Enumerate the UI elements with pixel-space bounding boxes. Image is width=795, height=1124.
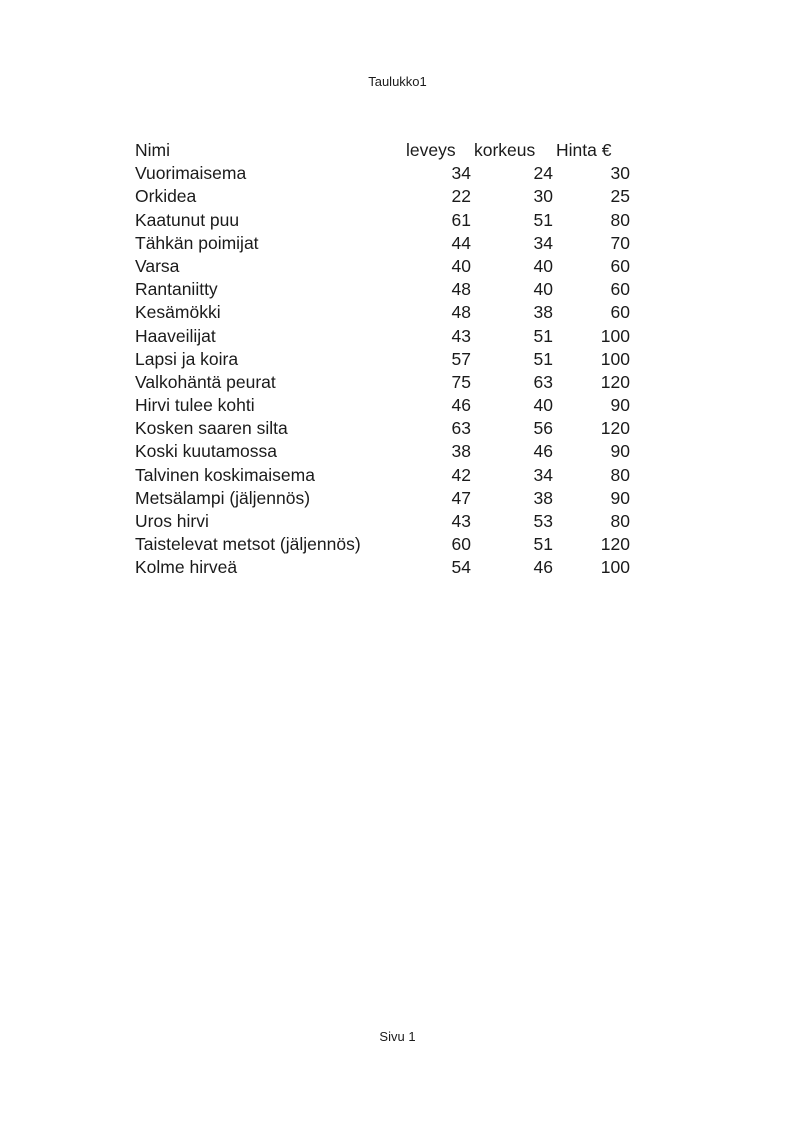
hinta-cell: 80 [610,209,630,230]
korkeus-cell: 46 [533,441,553,462]
korkeus-cell: 30 [533,186,553,207]
price-table [135,139,630,580]
name-cell: Uros hirvi [135,511,209,531]
korkeus-cell: 51 [533,348,553,369]
name-cell: Lapsi ja koira [135,348,239,369]
name-cell: Kesämökki [135,302,221,323]
table-row [135,209,630,232]
name-cell: Kaatunut puu [135,209,240,230]
leveys-cell: 47 [451,487,471,508]
column-header-nimi: Nimi [135,140,170,160]
korkeus-cell: 51 [533,325,553,346]
leveys-cell: 43 [451,325,471,346]
korkeus-cell: 40 [533,395,553,416]
korkeus-cell: 51 [533,209,553,230]
column-header-hinta: Hinta € [556,140,612,160]
leveys-cell: 38 [451,441,471,462]
table-row [135,371,630,394]
table-row [135,440,630,463]
table-row [135,487,630,510]
hinta-cell: 120 [600,534,630,555]
name-cell: Varsa [135,255,180,276]
korkeus-cell: 63 [533,371,553,392]
name-cell: Metsälampi (jäljennös) [135,487,311,508]
hinta-cell: 30 [610,163,630,184]
leveys-cell: 57 [451,348,471,369]
leveys-cell: 22 [451,186,471,207]
leveys-cell: 40 [451,255,471,276]
leveys-cell: 61 [451,209,471,230]
leveys-cell: 48 [451,279,471,300]
name-cell: Taistelevat metsot (jäljennös) [135,534,361,555]
korkeus-cell: 40 [533,279,553,300]
korkeus-cell: 24 [533,163,553,184]
name-cell: Hirvi tulee kohti [135,395,255,416]
page-header-title: Taulukko1 [368,74,427,89]
table-row [135,301,630,324]
hinta-cell: 90 [610,487,630,508]
table-row [135,185,630,208]
name-cell: Valkohäntä peurat [135,371,276,392]
hinta-cell: 70 [610,232,630,253]
korkeus-cell: 51 [533,534,553,555]
hinta-cell: 100 [600,348,630,369]
table-row [135,278,630,301]
hinta-cell: 100 [600,557,630,578]
table-header-row [135,139,630,162]
table-row [135,394,630,417]
leveys-cell: 34 [451,163,471,184]
hinta-cell: 120 [600,371,630,392]
table-row [135,162,630,185]
korkeus-cell: 34 [533,464,553,485]
leveys-cell: 44 [451,232,471,253]
column-header-korkeus: korkeus [474,140,536,160]
name-cell: Kosken saaren silta [135,418,288,439]
table-row [135,556,630,579]
leveys-cell: 43 [451,511,471,531]
leveys-cell: 63 [451,418,471,439]
korkeus-cell: 46 [533,557,553,578]
leveys-cell: 42 [451,464,471,485]
table-body [135,162,630,579]
name-cell: Haaveilijat [135,325,216,346]
korkeus-cell: 53 [533,511,553,531]
hinta-cell: 60 [610,255,630,276]
hinta-cell: 60 [610,279,630,300]
hinta-cell: 60 [610,302,630,323]
table-row [135,417,630,440]
name-cell: Koski kuutamossa [135,441,278,462]
hinta-cell: 90 [610,441,630,462]
name-cell: Talvinen koskimaisema [135,464,315,485]
table-row [135,255,630,278]
korkeus-cell: 38 [533,487,553,508]
korkeus-cell: 38 [533,302,553,323]
leveys-cell: 54 [451,557,471,578]
hinta-cell: 120 [600,418,630,439]
name-cell: Tähkän poimijat [135,232,259,253]
korkeus-cell: 40 [533,255,553,276]
table-row [135,325,630,348]
name-cell: Kolme hirveä [135,557,238,578]
hinta-cell: 25 [610,186,630,207]
table-row [135,533,630,556]
hinta-cell: 80 [610,511,630,531]
korkeus-cell: 34 [533,232,553,253]
table-row [135,232,630,255]
hinta-cell: 100 [600,325,630,346]
name-cell: Orkidea [135,186,197,207]
leveys-cell: 60 [451,534,471,555]
leveys-cell: 75 [451,371,471,392]
table-row [135,510,630,533]
leveys-cell: 46 [451,395,471,416]
page-footer-text: Sivu 1 [379,1029,416,1044]
korkeus-cell: 56 [533,418,553,439]
table-row [135,464,630,487]
column-header-leveys: leveys [406,140,456,160]
name-cell: Rantaniitty [135,279,218,300]
name-cell: Vuorimaisema [135,163,247,184]
table-row [135,348,630,371]
leveys-cell: 48 [451,302,471,323]
hinta-cell: 80 [610,464,630,485]
hinta-cell: 90 [610,395,630,416]
